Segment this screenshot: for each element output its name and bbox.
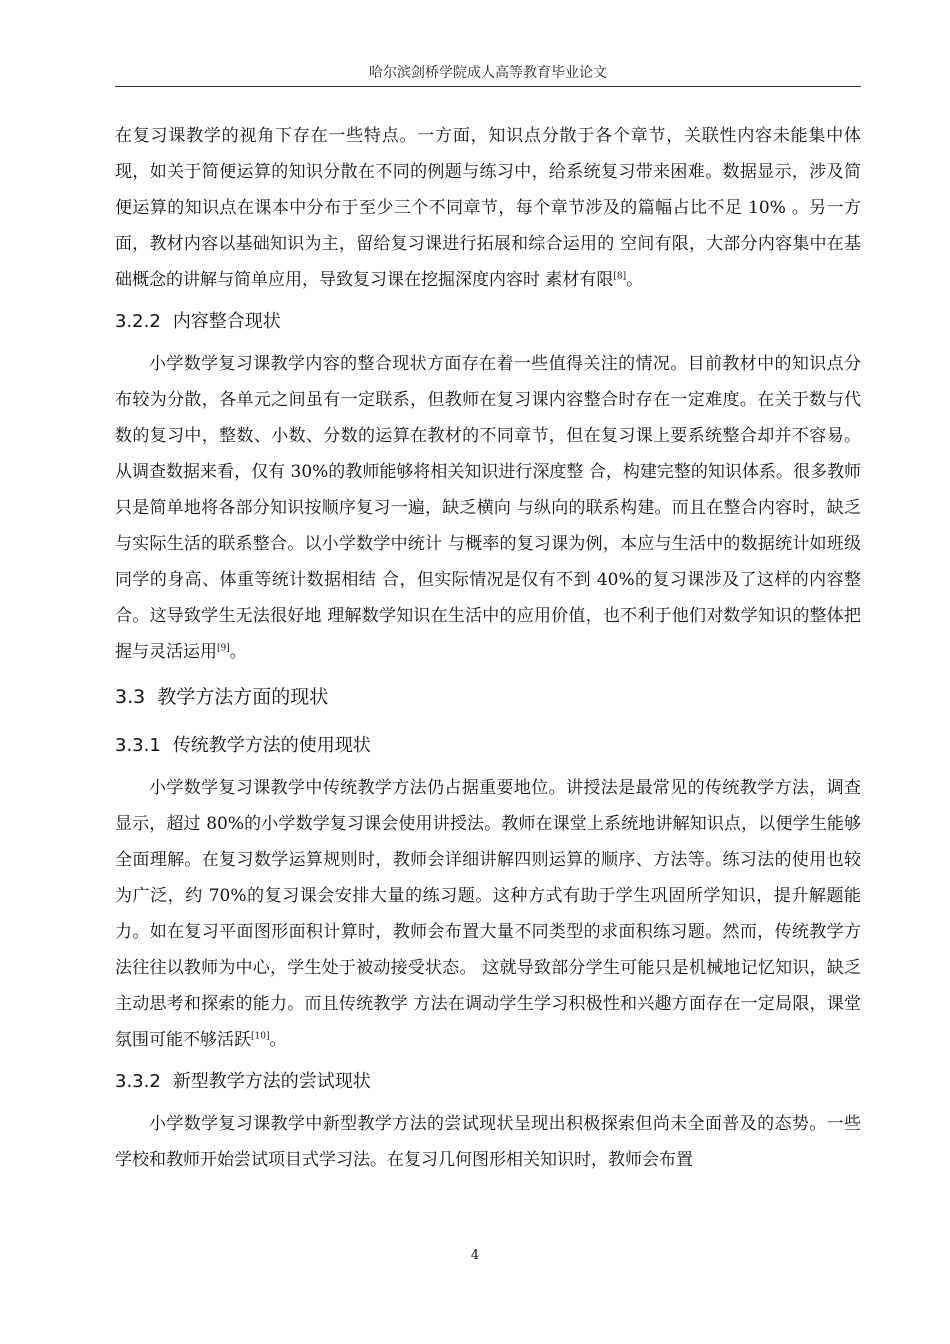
page-body [115,118,861,1178]
paragraph: 小学数学复习课教学中新型教学方法的尝试现状呈现出积极探索但尚未全面普及的态势。一些学校和教师开始尝试项目式学习法。在复习几何图形相关知识时，教师会布置 [115,1114,861,1170]
section-heading-3-3: 3.3 教学方法方面的现状 [115,686,329,708]
paragraph: 在复习课教学的视角下存在一些特点。一方面，知识点分散于各个章节，关联性内容未能集中体现，如关于简便运算的知识分散在不同的例题与练习中，给系统复习带来困难。数据显示，涉及简便运算的知识点在课本中分布于至少三个不同章节，每个章节涉及的篇幅占比不足 10% 。另一方面，教材内容以基础知识为主，留给复习课进行拓展和综合运用的 空间有限，大部分内容集中在基础概念的讲解与简单应用，导致复习课在挖掘深度内容时 素材有限[8]。 [115,126,861,290]
section-heading-3-3-1: 3.3.1 传统教学方法的使用现状 [115,735,371,756]
citation-ref: [9] [217,643,230,654]
citation-ref: [10] [251,1031,270,1042]
running-header: 哈尔滨剑桥学院成人高等教育毕业论文 [369,65,607,81]
paragraph: 小学数学复习课教学中传统教学方法仍占据重要地位。讲授法是最常见的传统教学方法，调查显示，超过 80%的小学数学复习课会使用讲授法。教师在课堂上系统地讲解知识点，以便学生能够全面理解。在复习数学运算规则时，教师会详细讲解四则运算的顺序、方法等。练习法的使用也较为广泛，约 70%的复习课会安排大量的练习题。这种方式有助于学生巩固所学知识，提升解题能力。如在复习平面图形面积计算时，教师会布置大量不同类型的求面积练习题。然而，传统教学方法往往以教师为中心，学生处于被动接受状态。 这就导致部分学生可能只是机械地记忆知识，缺乏主动思考和探索的能力。而且传统教学 方法在调动学生学习积极性和兴趣方面存在一定局限，课堂氛围可能不够活跃[10]。 [115,778,861,1050]
section-heading-3-2-2: 3.2.2 内容整合现状 [115,311,281,332]
page-number: 4 [470,1248,480,1263]
section-heading-3-3-2: 3.3.2 新型教学方法的尝试现状 [115,1071,371,1092]
citation-ref: [8] [613,271,627,282]
paragraph: 小学数学复习课教学内容的整合现状方面存在着一些值得关注的情况。目前教材中的知识点分布较为分散，各单元之间虽有一定联系，但教师在复习课内容整合时存在一定难度。在关于数与代数的复习中，整数、小数、分数的运算在教材的不同章节，但在复习课上要系统整合却并不容易。从调查数据来看，仅有 30%的教师能够将相关知识进行深度整 合，构建完整的知识体系。很多教师只是简单地将各部分知识按顺序复习一遍，缺乏横向 与纵向的联系构建。而且在整合内容时，缺乏与实际生活的联系整合。以小学数学中统计 与概率的复习课为例，本应与生活中的数据统计如班级同学的身高、体重等统计数据相结 合，但实际情况是仅有不到 40%的复习课涉及了这样的内容整合。这导致学生无法很好地 理解数学知识在生活中的应用价值，也不利于他们对数学知识的整体把握与灵活运用[9]。 [115,354,861,662]
header-divider [115,86,861,87]
